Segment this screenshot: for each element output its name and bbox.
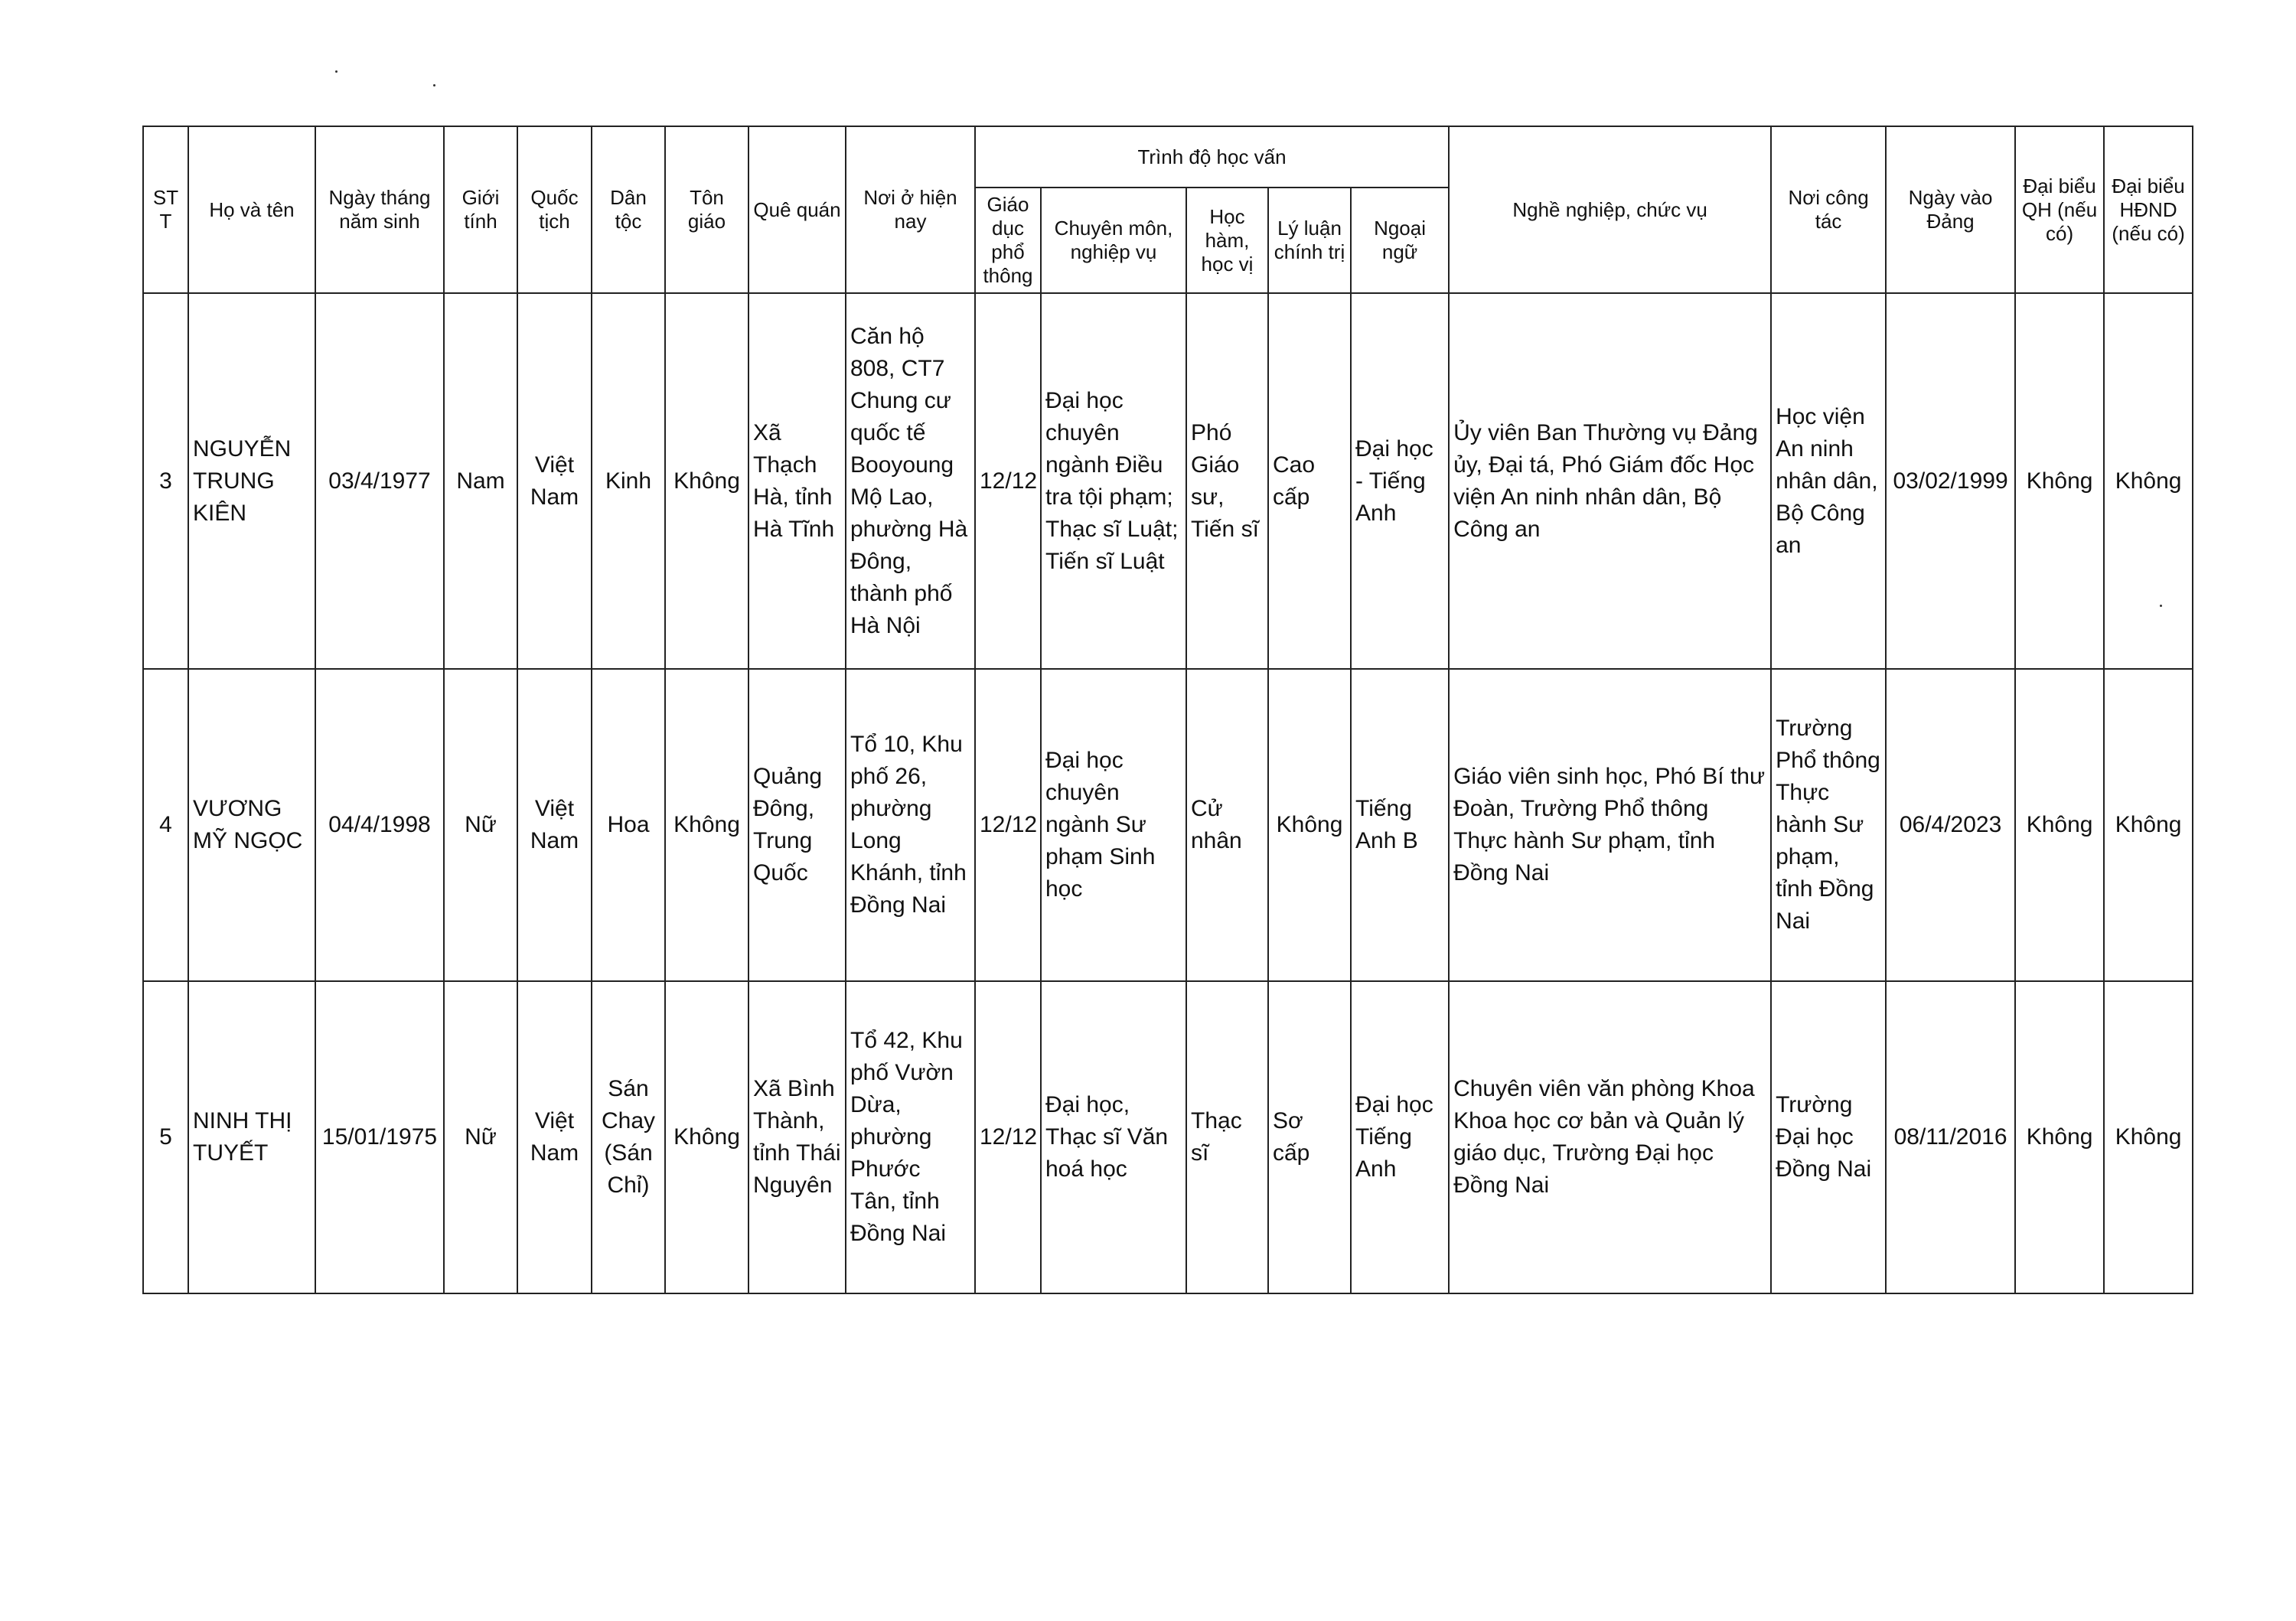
cell-academic-title: Thạc sĩ	[1186, 981, 1268, 1293]
cell-specialization: Đại học chuyên ngành Điều tra tội phạm; Thạc sĩ Luật; Tiến sĩ Luật	[1041, 293, 1186, 669]
cell-residence: Căn hộ 808, CT7 Chung cư quốc tế Booyoung Mộ Lao, phường Hà Đông, thành phố Hà Nội	[846, 293, 975, 669]
cell-stt: 4	[143, 669, 188, 981]
header-specialization: Chuyên môn, nghiệp vụ	[1041, 188, 1186, 293]
header-name: Họ và tên	[188, 126, 315, 293]
cell-occupation: Chuyên viên văn phòng Khoa Khoa học cơ bản và Quản lý giáo dục, Trường Đại học Đồng Nai	[1449, 981, 1771, 1293]
cell-party-date: 03/02/1999	[1886, 293, 2015, 669]
cell-foreign-language: Đại học - Tiếng Anh	[1351, 293, 1449, 669]
cell-religion: Không	[665, 293, 748, 669]
cell-hometown: Xã Thạch Hà, tỉnh Hà Tĩnh	[748, 293, 846, 669]
cell-name: NINH THỊ TUYẾT	[188, 981, 315, 1293]
header-foreign-language: Ngoại ngữ	[1351, 188, 1449, 293]
cell-gender: Nữ	[444, 669, 517, 981]
cell-academic-title: Cử nhân	[1186, 669, 1268, 981]
cell-occupation: Giáo viên sinh học, Phó Bí thư Đoàn, Trường Phổ thông Thực hành Sư phạm, tỉnh Đồng Nai	[1449, 669, 1771, 981]
cell-name: VƯƠNG MỸ NGỌC	[188, 669, 315, 981]
cell-residence: Tổ 42, Khu phố Vườn Dừa, phường Phước Tân, tỉnh Đồng Nai	[846, 981, 975, 1293]
table-row	[143, 981, 2193, 1293]
header-occupation: Nghề nghiệp, chức vụ	[1449, 126, 1771, 293]
cell-general-education: 12/12	[975, 669, 1041, 981]
header-na-delegate: Đại biểu QH (nếu có)	[2015, 126, 2104, 293]
cell-academic-title: Phó Giáo sư, Tiến sĩ	[1186, 293, 1268, 669]
header-gender: Giới tính	[444, 126, 517, 293]
candidate-table	[142, 126, 2193, 1294]
cell-nationality: Việt Nam	[517, 669, 592, 981]
cell-gender: Nam	[444, 293, 517, 669]
cell-hometown: Quảng Đông, Trung Quốc	[748, 669, 846, 981]
header-academic-title: Học hàm, học vị	[1186, 188, 1268, 293]
cell-council-delegate: Không	[2104, 669, 2193, 981]
cell-dob: 15/01/1975	[315, 981, 444, 1293]
header-stt: ST T	[143, 126, 188, 293]
cell-party-date: 06/4/2023	[1886, 669, 2015, 981]
header-religion: Tôn giáo	[665, 126, 748, 293]
scan-speck	[433, 84, 435, 86]
cell-ethnicity: Kinh	[592, 293, 665, 669]
cell-ethnicity: Sán Chay (Sán Chỉ)	[592, 981, 665, 1293]
cell-council-delegate: Không	[2104, 293, 2193, 669]
header-workplace: Nơi công tác	[1771, 126, 1886, 293]
cell-stt: 3	[143, 293, 188, 669]
cell-specialization: Đại học, Thạc sĩ Văn hoá học	[1041, 981, 1186, 1293]
cell-workplace: Học viện An ninh nhân dân, Bộ Công an	[1771, 293, 1886, 669]
cell-na-delegate: Không	[2015, 293, 2104, 669]
header-nationality: Quốc tịch	[517, 126, 592, 293]
cell-foreign-language: Đại học Tiếng Anh	[1351, 981, 1449, 1293]
header-row	[143, 126, 2193, 188]
cell-gender: Nữ	[444, 981, 517, 1293]
cell-specialization: Đại học chuyên ngành Sư phạm Sinh học	[1041, 669, 1186, 981]
header-general-education: Giáo dục phổ thông	[975, 188, 1041, 293]
cell-nationality: Việt Nam	[517, 293, 592, 669]
cell-religion: Không	[665, 981, 748, 1293]
cell-ethnicity: Hoa	[592, 669, 665, 981]
cell-dob: 03/4/1977	[315, 293, 444, 669]
cell-stt: 5	[143, 981, 188, 1293]
header-education-group: Trình độ học vấn	[975, 126, 1449, 188]
scan-speck	[335, 70, 338, 73]
cell-nationality: Việt Nam	[517, 981, 592, 1293]
cell-political-theory: Sơ cấp	[1268, 981, 1351, 1293]
cell-workplace: Trường Phổ thông Thực hành Sư phạm, tỉnh Đồng Nai	[1771, 669, 1886, 981]
cell-religion: Không	[665, 669, 748, 981]
cell-party-date: 08/11/2016	[1886, 981, 2015, 1293]
cell-workplace: Trường Đại học Đồng Nai	[1771, 981, 1886, 1293]
header-ethnicity: Dân tộc	[592, 126, 665, 293]
cell-political-theory: Cao cấp	[1268, 293, 1351, 669]
table-row	[143, 669, 2193, 981]
header-party-date: Ngày vào Đảng	[1886, 126, 2015, 293]
cell-dob: 04/4/1998	[315, 669, 444, 981]
table-row	[143, 293, 2193, 669]
cell-occupation: Ủy viên Ban Thường vụ Đảng ủy, Đại tá, Phó Giám đốc Học viện An ninh nhân dân, Bộ Công an	[1449, 293, 1771, 669]
header-residence: Nơi ở hiện nay	[846, 126, 975, 293]
cell-na-delegate: Không	[2015, 981, 2104, 1293]
cell-na-delegate: Không	[2015, 669, 2104, 981]
header-political-theory: Lý luận chính trị	[1268, 188, 1351, 293]
cell-political-theory: Không	[1268, 669, 1351, 981]
cell-residence: Tổ 10, Khu phố 26, phường Long Khánh, tỉnh Đồng Nai	[846, 669, 975, 981]
header-hometown: Quê quán	[748, 126, 846, 293]
cell-foreign-language: Tiếng Anh B	[1351, 669, 1449, 981]
header-council-delegate: Đại biểu HĐND (nếu có)	[2104, 126, 2193, 293]
cell-council-delegate: Không	[2104, 981, 2193, 1293]
cell-name: NGUYỄN TRUNG KIÊN	[188, 293, 315, 669]
cell-general-education: 12/12	[975, 981, 1041, 1293]
cell-general-education: 12/12	[975, 293, 1041, 669]
header-dob: Ngày tháng năm sinh	[315, 126, 444, 293]
cell-hometown: Xã Bình Thành, tỉnh Thái Nguyên	[748, 981, 846, 1293]
